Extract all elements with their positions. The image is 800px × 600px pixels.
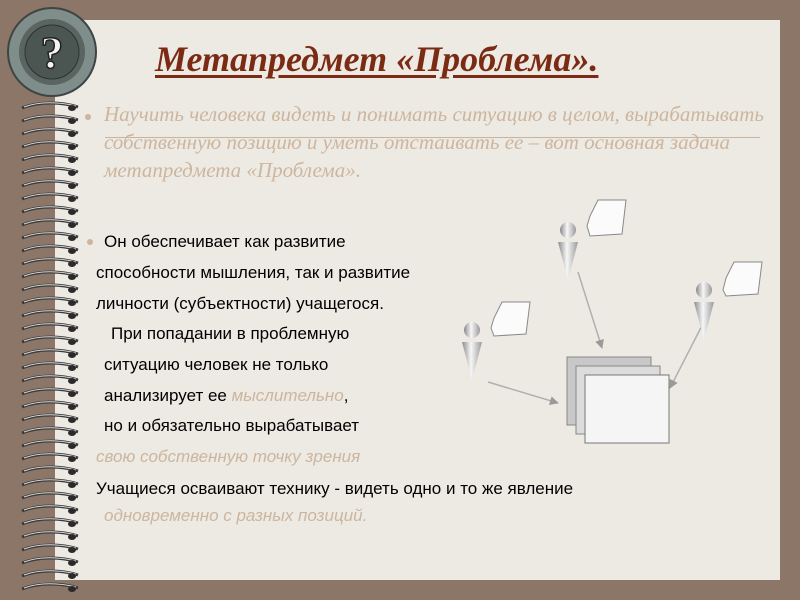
spiral-ring — [22, 168, 78, 176]
comma: , — [343, 386, 349, 405]
people-document-diagram — [440, 190, 790, 460]
spiral-ring — [22, 402, 78, 410]
person-icon — [558, 200, 626, 280]
text-line-8: свою собственную точку зрения — [96, 447, 361, 466]
spiral-ring — [22, 129, 78, 137]
spiral-ring — [22, 181, 78, 189]
question-mark-glyph: ? — [40, 27, 64, 78]
text-line-6-start: анализирует ее — [104, 386, 232, 405]
spiral-ring — [22, 532, 78, 540]
spiral-ring — [22, 207, 78, 215]
spiral-ring — [22, 298, 78, 306]
question-mark-icon — [6, 6, 98, 98]
spiral-ring — [22, 415, 78, 423]
mental-word: мыслительно — [231, 386, 344, 405]
bullet-marker — [85, 114, 91, 120]
spiral-ring — [22, 571, 78, 579]
spiral-ring — [22, 272, 78, 280]
page-title: Метапредмет «Проблема». — [155, 39, 599, 79]
spiral-ring — [22, 558, 78, 566]
document-stack-icon — [567, 357, 669, 443]
spiral-ring — [22, 584, 78, 592]
bullet-marker — [87, 239, 93, 245]
spiral-ring — [22, 103, 78, 111]
text-line-3: личности (субъектности) учащегося. — [96, 294, 384, 313]
spiral-ring — [22, 389, 78, 397]
person-icon — [694, 262, 762, 340]
spiral-ring — [22, 233, 78, 241]
spiral-ring — [22, 116, 78, 124]
spiral-ring — [22, 285, 78, 293]
text-line-10: одновременно с разных позиций. — [104, 506, 368, 525]
spiral-ring — [22, 506, 78, 514]
text-line-6 — [104, 386, 348, 406]
text-line-1: Он обеспечивает как развитие — [104, 232, 346, 251]
spiral-ring — [22, 545, 78, 553]
text-line-7: но и обязательно вырабатывает — [104, 416, 360, 435]
spiral-ring — [22, 155, 78, 163]
text-line-9: Учащиеся осваивают технику - видеть одно и то же явление — [96, 479, 574, 498]
spiral-ring — [22, 311, 78, 319]
spiral-ring — [22, 441, 78, 449]
text-line-2: способности мышления, так и развитие — [96, 263, 411, 282]
spiral-ring — [22, 467, 78, 475]
spiral-ring — [22, 519, 78, 527]
text-line-5: ситуацию человек не только — [104, 355, 329, 374]
spiral-ring — [22, 428, 78, 436]
spiral-ring — [22, 480, 78, 488]
person-icon — [462, 302, 530, 380]
spiral-ring — [22, 493, 78, 501]
spiral-ring — [22, 350, 78, 358]
spiral-ring — [22, 376, 78, 384]
spiral-ring — [22, 194, 78, 202]
text-line-4: При попадании в проблемную — [111, 324, 350, 343]
spiral-ring — [22, 220, 78, 228]
spiral-ring — [22, 142, 78, 150]
spiral-ring — [22, 324, 78, 332]
spiral-ring — [22, 337, 78, 345]
spiral-ring — [22, 454, 78, 462]
spiral-ring — [22, 363, 78, 371]
spiral-ring — [22, 259, 78, 267]
spiral-ring — [22, 246, 78, 254]
intro-paragraph: Научить человека видеть и понимать ситуацию в целом, вырабатывать собственную позицию и уметь отстаивать ее – вот основная задача метапредмета «Проблема». — [104, 102, 764, 182]
